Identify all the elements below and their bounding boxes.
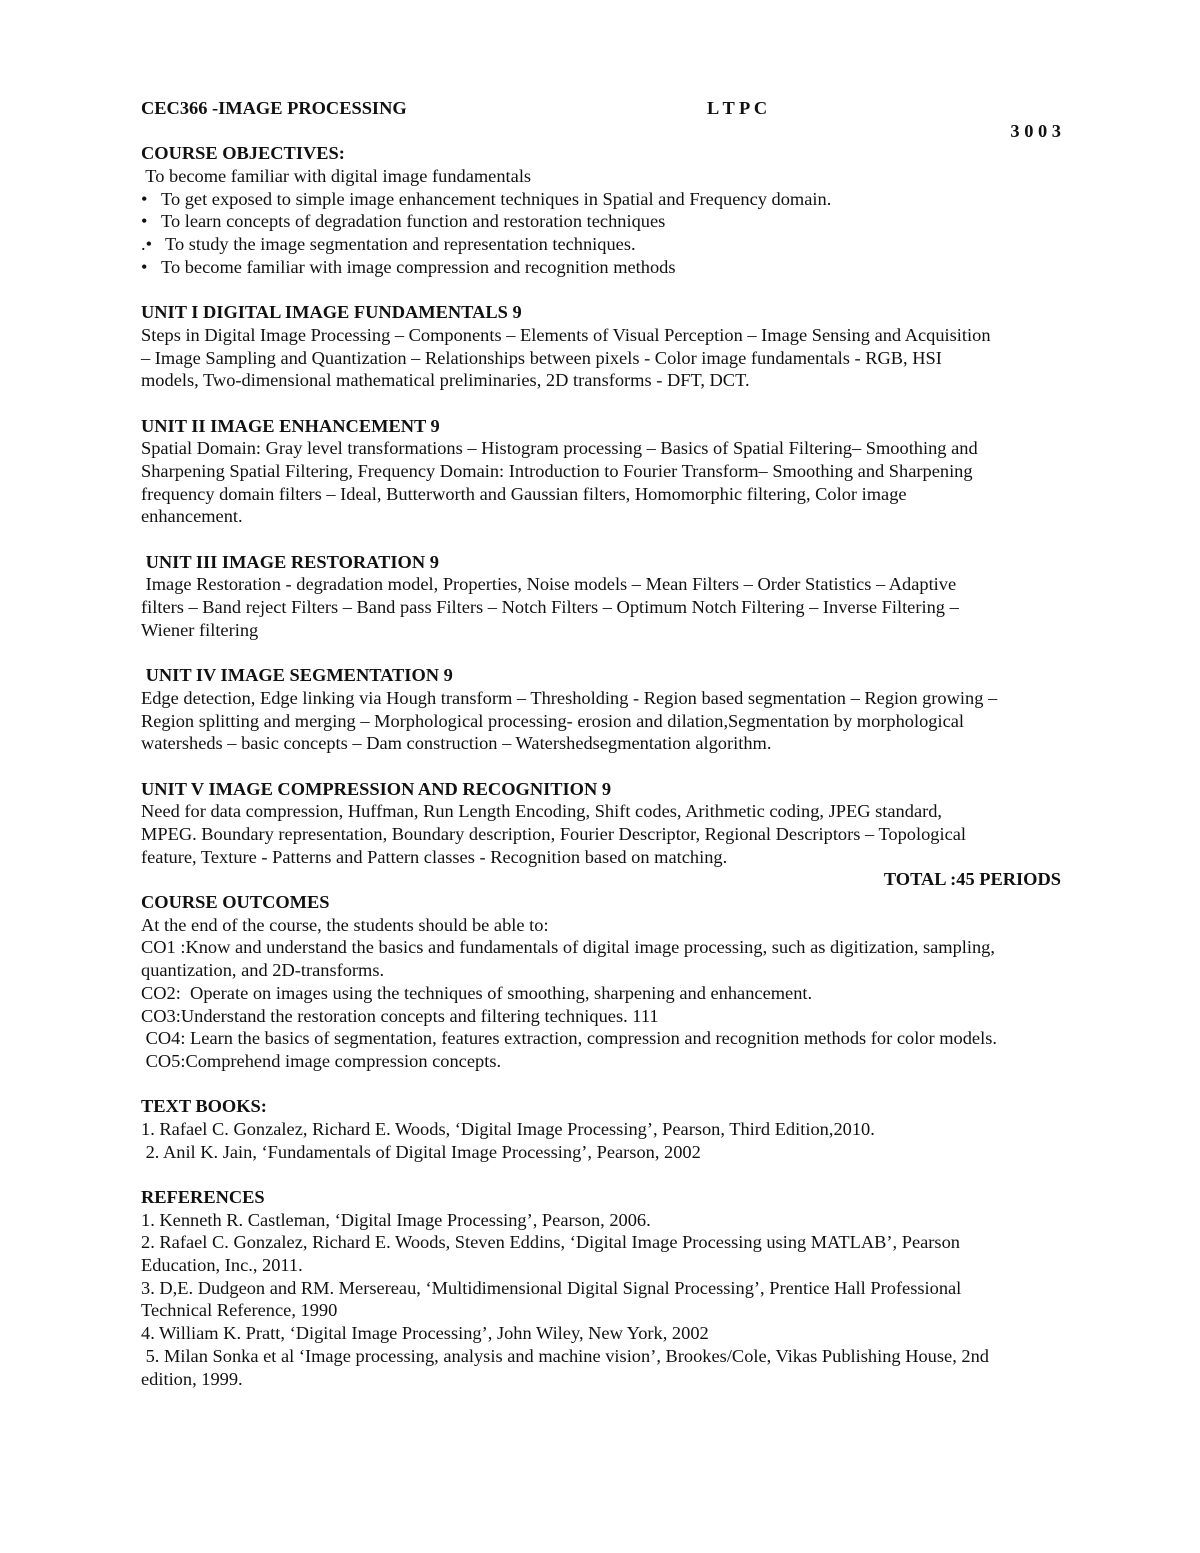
reference-line: 5. Milan Sonka et al ‘Image processing, analysis and machine vision’, Brookes/Cole, Vikas Publishing House, 2nd (141, 1345, 989, 1366)
outcome-line: CO3:Understand the restoration concepts and filtering techniques. 111 (141, 1005, 659, 1026)
unit-text-line: watersheds – basic concepts – Dam construction – Watershedsegmentation algorithm. (141, 733, 772, 754)
reference-line: 4. William K. Pratt, ‘Digital Image Processing’, John Wiley, New York, 2002 (141, 1323, 709, 1344)
text-book-line: 1. Rafael C. Gonzalez, Richard E. Woods, ‘Digital Image Processing’, Pearson, Third Edition,2010. (141, 1118, 875, 1139)
objective-item (141, 256, 1061, 279)
objective-text: To get exposed to simple image enhancement techniques in Spatial and Frequency domain. (161, 188, 832, 209)
total-periods: TOTAL :45 PERIODS (883, 869, 1061, 890)
unit-text-line: MPEG. Boundary representation, Boundary description, Fourier Descriptor, Regional Descriptors – Topological (141, 824, 967, 844)
objective-intro: To become familiar with digital image fundamentals (141, 166, 532, 187)
ltpc-values-row (141, 120, 1061, 143)
header-row (141, 97, 1061, 120)
ltpc-label: L T P C (707, 98, 768, 118)
unit-text-line: frequency domain filters – Ideal, Butterworth and Gaussian filters, Homomorphic filtering, Color image (141, 483, 907, 504)
unit-text-line: enhancement. (141, 506, 243, 527)
course-title: CEC366 -IMAGE PROCESSING (141, 98, 407, 118)
objective-text: To become familiar with image compression and recognition methods (161, 256, 676, 277)
unit-2-section (141, 415, 1061, 528)
outcome-line: quantization, and 2D-transforms. (141, 960, 385, 981)
reference-line: 3. D,E. Dudgeon and RM. Mersereau, ‘Multidimensional Digital Signal Processing’, Prentice Hall Professional (141, 1277, 962, 1298)
unit-heading: UNIT IV IMAGE SEGMENTATION 9 (141, 665, 453, 686)
unit-text-line: Need for data compression, Huffman, Run Length Encoding, Shift codes, Arithmetic coding, JPEG standard, (141, 801, 943, 822)
reference-line: 2. Rafael C. Gonzalez, Richard E. Woods, Steven Eddins, ‘Digital Image Processing using MATLAB’, Pearson (141, 1232, 960, 1253)
objective-text: To learn concepts of degradation function and restoration techniques (161, 211, 666, 232)
bullet-icon: • (141, 188, 148, 209)
reference-line: Education, Inc., 2011. (141, 1255, 303, 1276)
outcome-line: CO4: Learn the basics of segmentation, features extraction, compression and recognition methods for color models. (141, 1028, 997, 1049)
unit-text-line: filters – Band reject Filters – Band pass Filters – Notch Filters – Optimum Notch Filtering – Inverse Filtering – (141, 597, 959, 618)
total-periods-row (141, 868, 1061, 891)
unit-5-section (141, 778, 1061, 869)
references-heading: REFERENCES (141, 1187, 265, 1207)
unit-text-line: feature, Texture - Patterns and Pattern classes - Recognition based on matching. (141, 846, 728, 867)
unit-text-line: Sharpening Spatial Filtering, Frequency Domain: Introduction to Fourier Transform– Smoothing and Sharpening (141, 461, 973, 481)
outcomes-heading: COURSE OUTCOMES (141, 892, 330, 913)
objectives-section (141, 142, 1061, 278)
unit-heading: UNIT V IMAGE COMPRESSION AND RECOGNITION 9 (141, 778, 612, 799)
objective-item (141, 233, 1061, 256)
bullet-icon: .• (141, 234, 153, 255)
bullet-icon: • (141, 211, 148, 232)
unit-text-line: Steps in Digital Image Processing – Components – Elements of Visual Perception – Image Sensing and Acquisition (141, 324, 991, 345)
outcome-line: CO5:Comprehend image compression concepts. (141, 1050, 502, 1071)
unit-1-section (141, 301, 1061, 392)
text-books-heading: TEXT BOOKS: (141, 1096, 267, 1117)
unit-text-line: Edge detection, Edge linking via Hough transform – Thresholding - Region based segmentation – Region growing – (141, 687, 998, 708)
outcome-line: At the end of the course, the students should be able to: (141, 914, 549, 935)
unit-3-section (141, 551, 1061, 642)
reference-line: 1. Kenneth R. Castleman, ‘Digital Image Processing’, Pearson, 2006. (141, 1209, 651, 1230)
objectives-heading: COURSE OBJECTIVES: (141, 143, 345, 164)
unit-heading: UNIT III IMAGE RESTORATION 9 (141, 551, 439, 572)
outcome-line: CO2: Operate on images using the techniques of smoothing, sharpening and enhancement. (141, 982, 813, 1003)
unit-text-line: Spatial Domain: Gray level transformations – Histogram processing – Basics of Spatial Filtering– Smoothing and (141, 438, 978, 459)
unit-text-line: – Image Sampling and Quantization – Relationships between pixels - Color image fundamentals - RGB, HSI (141, 347, 942, 368)
reference-line: Technical Reference, 1990 (141, 1300, 338, 1321)
unit-text-line: models, Two-dimensional mathematical preliminaries, 2D transforms - DFT, DCT. (141, 370, 750, 391)
text-books-section (141, 1095, 1061, 1163)
unit-text-line: Image Restoration - degradation model, Properties, Noise models – Mean Filters – Order Statistics – Adaptive (141, 574, 957, 595)
ltpc-values: 3 0 0 3 (1010, 120, 1061, 141)
unit-heading: UNIT I DIGITAL IMAGE FUNDAMENTALS 9 (141, 302, 522, 323)
reference-line: edition, 1999. (141, 1368, 243, 1389)
outcome-line: CO1 :Know and understand the basics and fundamentals of digital image processing, such as digitization, sampling, (141, 937, 995, 958)
syllabus-page (141, 97, 1061, 1390)
objective-text: To study the image segmentation and representation techniques. (165, 234, 636, 255)
bullet-icon: • (141, 256, 148, 277)
outcomes-section (141, 891, 1061, 1073)
references-section (141, 1186, 1061, 1390)
unit-4-section (141, 664, 1061, 755)
unit-text-line: Wiener filtering (141, 619, 259, 640)
unit-heading: UNIT II IMAGE ENHANCEMENT 9 (141, 415, 440, 436)
text-book-line: 2. Anil K. Jain, ‘Fundamentals of Digital Image Processing’, Pearson, 2002 (141, 1141, 701, 1162)
objective-item (141, 188, 1061, 211)
objective-item (141, 210, 1061, 233)
unit-text-line: Region splitting and merging – Morphological processing- erosion and dilation,Segmentation by morphological (141, 710, 965, 731)
